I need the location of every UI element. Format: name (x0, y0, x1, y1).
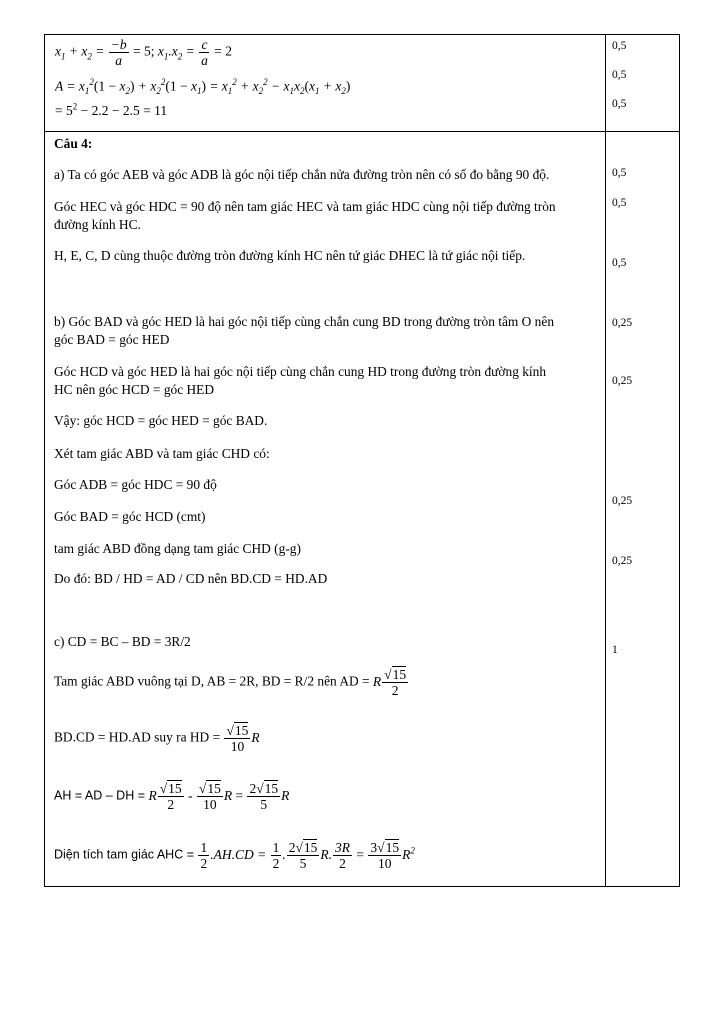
part-c-line-3 (54, 723, 260, 754)
part-c-line-2-text: Tam giác ABD vuông tại D, AB = 2R, BD = R/2 nên AD = (54, 673, 370, 689)
part-b-line-10: Do đó: BD / HD = AD / CD nên BD.CD = HD.AD (54, 571, 328, 586)
part-c-line-5-text: Diện tích tam giác AHC = (54, 847, 194, 862)
score-b-1: 0,25 (612, 317, 633, 329)
part-c-line-2 (54, 667, 409, 698)
part-b-line-3: Góc HCD và góc HED là hai góc nội tiếp cùng chắn cung HD trong đường tròn đường kính (54, 364, 547, 379)
part-c-line-4-text: AH = AD – DH = (54, 788, 146, 803)
part-b-line-2: góc BAD = góc HED (54, 332, 170, 347)
score-top-2: 0,5 (612, 69, 627, 81)
part-c-line-1: c) CD = BC – BD = 3R/2 (54, 634, 191, 649)
formula-area: $\frac{1}{2}$ .AH.CD = $\frac{1}{2}$ . $\frac{2√15}{5}$ R. $\frac{3R}{2}$ = $\frac{3√15}{10}$ $R^2$ (200, 840, 415, 871)
score-b-4: 0,25 (612, 555, 633, 567)
formula-a-result: = $5^2 - 2.2 - 2.5 = 11$ (55, 101, 168, 118)
part-c-line-3-text: BD.CD = HD.AD suy ra HD = (54, 729, 221, 745)
part-c-line-4 (54, 781, 289, 812)
answer-table (44, 34, 680, 887)
part-a-line-3: đường kính HC. (54, 217, 141, 232)
part-b-line-5: Vậy: góc HCD = góc HED = góc BAD. (54, 413, 268, 428)
formula-hd: $\frac{√15}{10}$ R (226, 723, 260, 754)
formula-a-expansion: $A = x_1^2(1 - x_2) + x_2^2(1 - x_1) = x_1^2 + x_2^2 - x_1x_2(x_1 + x_2)$ (55, 77, 351, 97)
score-top-1: 0,5 (612, 40, 627, 52)
score-a-1: 0,5 (612, 167, 627, 179)
score-b-3: 0,25 (612, 495, 633, 507)
part-b-line-1: b) Góc BAD và góc HED là hai góc nội tiếp cùng chắn cung BD trong đường tròn tâm O nên (54, 314, 555, 329)
part-a-line-2: Góc HEC và góc HDC = 90 độ nên tam giác HEC và tam giác HDC cùng nội tiếp đường tròn (54, 199, 556, 214)
part-c-line-5 (54, 840, 415, 871)
part-b-line-7: Góc ADB = góc HDC = 90 độ (54, 477, 217, 492)
question-heading: Câu 4: (54, 136, 93, 151)
score-c: 1 (612, 644, 618, 656)
part-a-line-1: a) Ta có góc AEB và góc ADB là góc nội tiếp chắn nửa đường tròn nên có số đo bằng 90 độ. (54, 167, 550, 182)
formula-vieta: $x_1 + x_2$ = $\frac{-b}{a}$ = 5; $x_1.x_2$ = $\frac{c}{a}$ = 2 (55, 37, 232, 68)
part-a-line-4: H, E, C, D cùng thuộc đường tròn đường kính HC nên tứ giác DHEC là tứ giác nội tiếp. (54, 248, 526, 263)
row-divider (45, 131, 679, 132)
score-a-2: 0,5 (612, 197, 627, 209)
part-b-line-9: tam giác ABD đồng dạng tam giác CHD (g-g) (54, 541, 301, 556)
score-b-2: 0,25 (612, 375, 633, 387)
part-b-line-6: Xét tam giác ABD và tam giác CHD có: (54, 446, 270, 461)
score-a-3: 0,5 (612, 257, 627, 269)
formula-ah: R $\frac{√15}{2}$ - $\frac{√15}{10}$ R = $\frac{2√15}{5}$ R (148, 781, 290, 812)
score-top-3: 0,5 (612, 98, 627, 110)
part-b-line-4: HC nên góc HCD = góc HED (54, 382, 215, 397)
part-b-line-8: Góc BAD = góc HCD (cmt) (54, 509, 206, 524)
formula-ad: R $\frac{√15}{2}$ (372, 667, 407, 698)
column-divider (605, 35, 606, 886)
